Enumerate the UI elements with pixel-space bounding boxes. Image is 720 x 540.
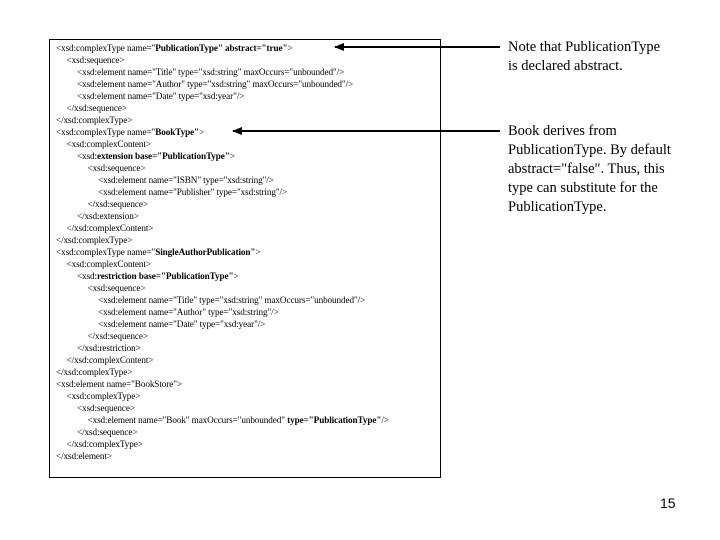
code-text: <xsd:sequence> xyxy=(87,163,146,173)
note-line: PublicationType. xyxy=(508,199,607,215)
code-text: <xsd:element name="Book" maxOccurs="unbounded" xyxy=(87,415,288,425)
code-text: <xsd: xyxy=(77,151,97,161)
code-text: <xsd:sequence> xyxy=(77,403,135,413)
code-text: <xsd:element name="Title" type="xsd:string" maxOccurs="unbounded"/> xyxy=(77,67,345,77)
code-text: <xsd:complexContent> xyxy=(66,259,151,269)
code-text: </xsd:element> xyxy=(56,451,112,461)
code-text: </xsd:restriction> xyxy=(77,343,141,353)
code-text: > xyxy=(199,127,205,137)
page-number: 15 xyxy=(660,495,676,511)
code-text: </xsd:complexType> xyxy=(56,235,133,245)
code-text: </xsd:sequence> xyxy=(77,427,138,437)
code-emphasis: restriction base="PublicationType" xyxy=(97,271,234,281)
code-text: <xsd:element name="Author" type="xsd:string" maxOccurs="unbounded"/> xyxy=(77,79,354,89)
code-text: <xsd:element name="ISBN" type="xsd:string"/> xyxy=(98,175,274,185)
code-text: <xsd:complexType> xyxy=(66,391,141,401)
code-text: </xsd:extension> xyxy=(77,211,139,221)
code-text: > xyxy=(255,247,261,257)
code-text: </xsd:sequence> xyxy=(66,103,127,113)
code-text: > xyxy=(229,151,235,161)
code-text: <xsd:element name="Publisher" type="xsd:string"/> xyxy=(98,187,288,197)
code-text: </xsd:complexContent> xyxy=(66,223,154,233)
code-text: </xsd:complexType> xyxy=(56,367,133,377)
code-text: <xsd:complexType name=" xyxy=(56,247,156,257)
code-text: <xsd: xyxy=(77,271,97,281)
code-text: <xsd:element name="Date" type="xsd:year"/> xyxy=(98,319,266,329)
note-line: type can substitute for the xyxy=(508,180,658,196)
code-text: <xsd:complexType name=" xyxy=(56,43,156,53)
code-text: </xsd:complexContent> xyxy=(66,355,154,365)
code-text: </xsd:sequence> xyxy=(87,199,148,209)
code-emphasis: extension base="PublicationType" xyxy=(97,151,230,161)
code-text: <xsd:element name="Author" type="xsd:string"/> xyxy=(98,307,279,317)
code-emphasis: type="PublicationType" xyxy=(287,415,382,425)
note-line: Note that PublicationType xyxy=(508,39,661,55)
note-abstract xyxy=(508,38,660,76)
code-emphasis: BookType" xyxy=(155,127,200,137)
note-line: PublicationType. By default xyxy=(508,142,671,158)
code-text: <xsd:sequence> xyxy=(66,55,125,65)
code-text: </xsd:sequence> xyxy=(87,331,148,341)
code-text: /> xyxy=(381,415,389,425)
code-emphasis: SingleAuthorPublication" xyxy=(155,247,256,257)
code-text: </xsd:complexType> xyxy=(66,439,143,449)
code-text: <xsd:complexContent> xyxy=(66,139,151,149)
code-text: </xsd:complexType> xyxy=(56,115,133,125)
code-emphasis: PublicationType" abstract="true" xyxy=(155,43,288,53)
code-text: <xsd:complexType name=" xyxy=(56,127,156,137)
code-text: > xyxy=(287,43,293,53)
code-text: > xyxy=(233,271,239,281)
code-text: <xsd:sequence> xyxy=(87,283,146,293)
code-text: <xsd:element name="Date" type="xsd:year"/> xyxy=(77,91,245,101)
note-line: abstract="false". Thus, this xyxy=(508,161,665,177)
note-line: is declared abstract. xyxy=(508,58,623,74)
code-text: <xsd:element name="BookStore"> xyxy=(56,379,182,389)
note-line: Book derives from xyxy=(508,123,617,139)
code-text: <xsd:element name="Title" type="xsd:string" maxOccurs="unbounded"/> xyxy=(98,295,366,305)
note-derivation xyxy=(508,122,671,217)
